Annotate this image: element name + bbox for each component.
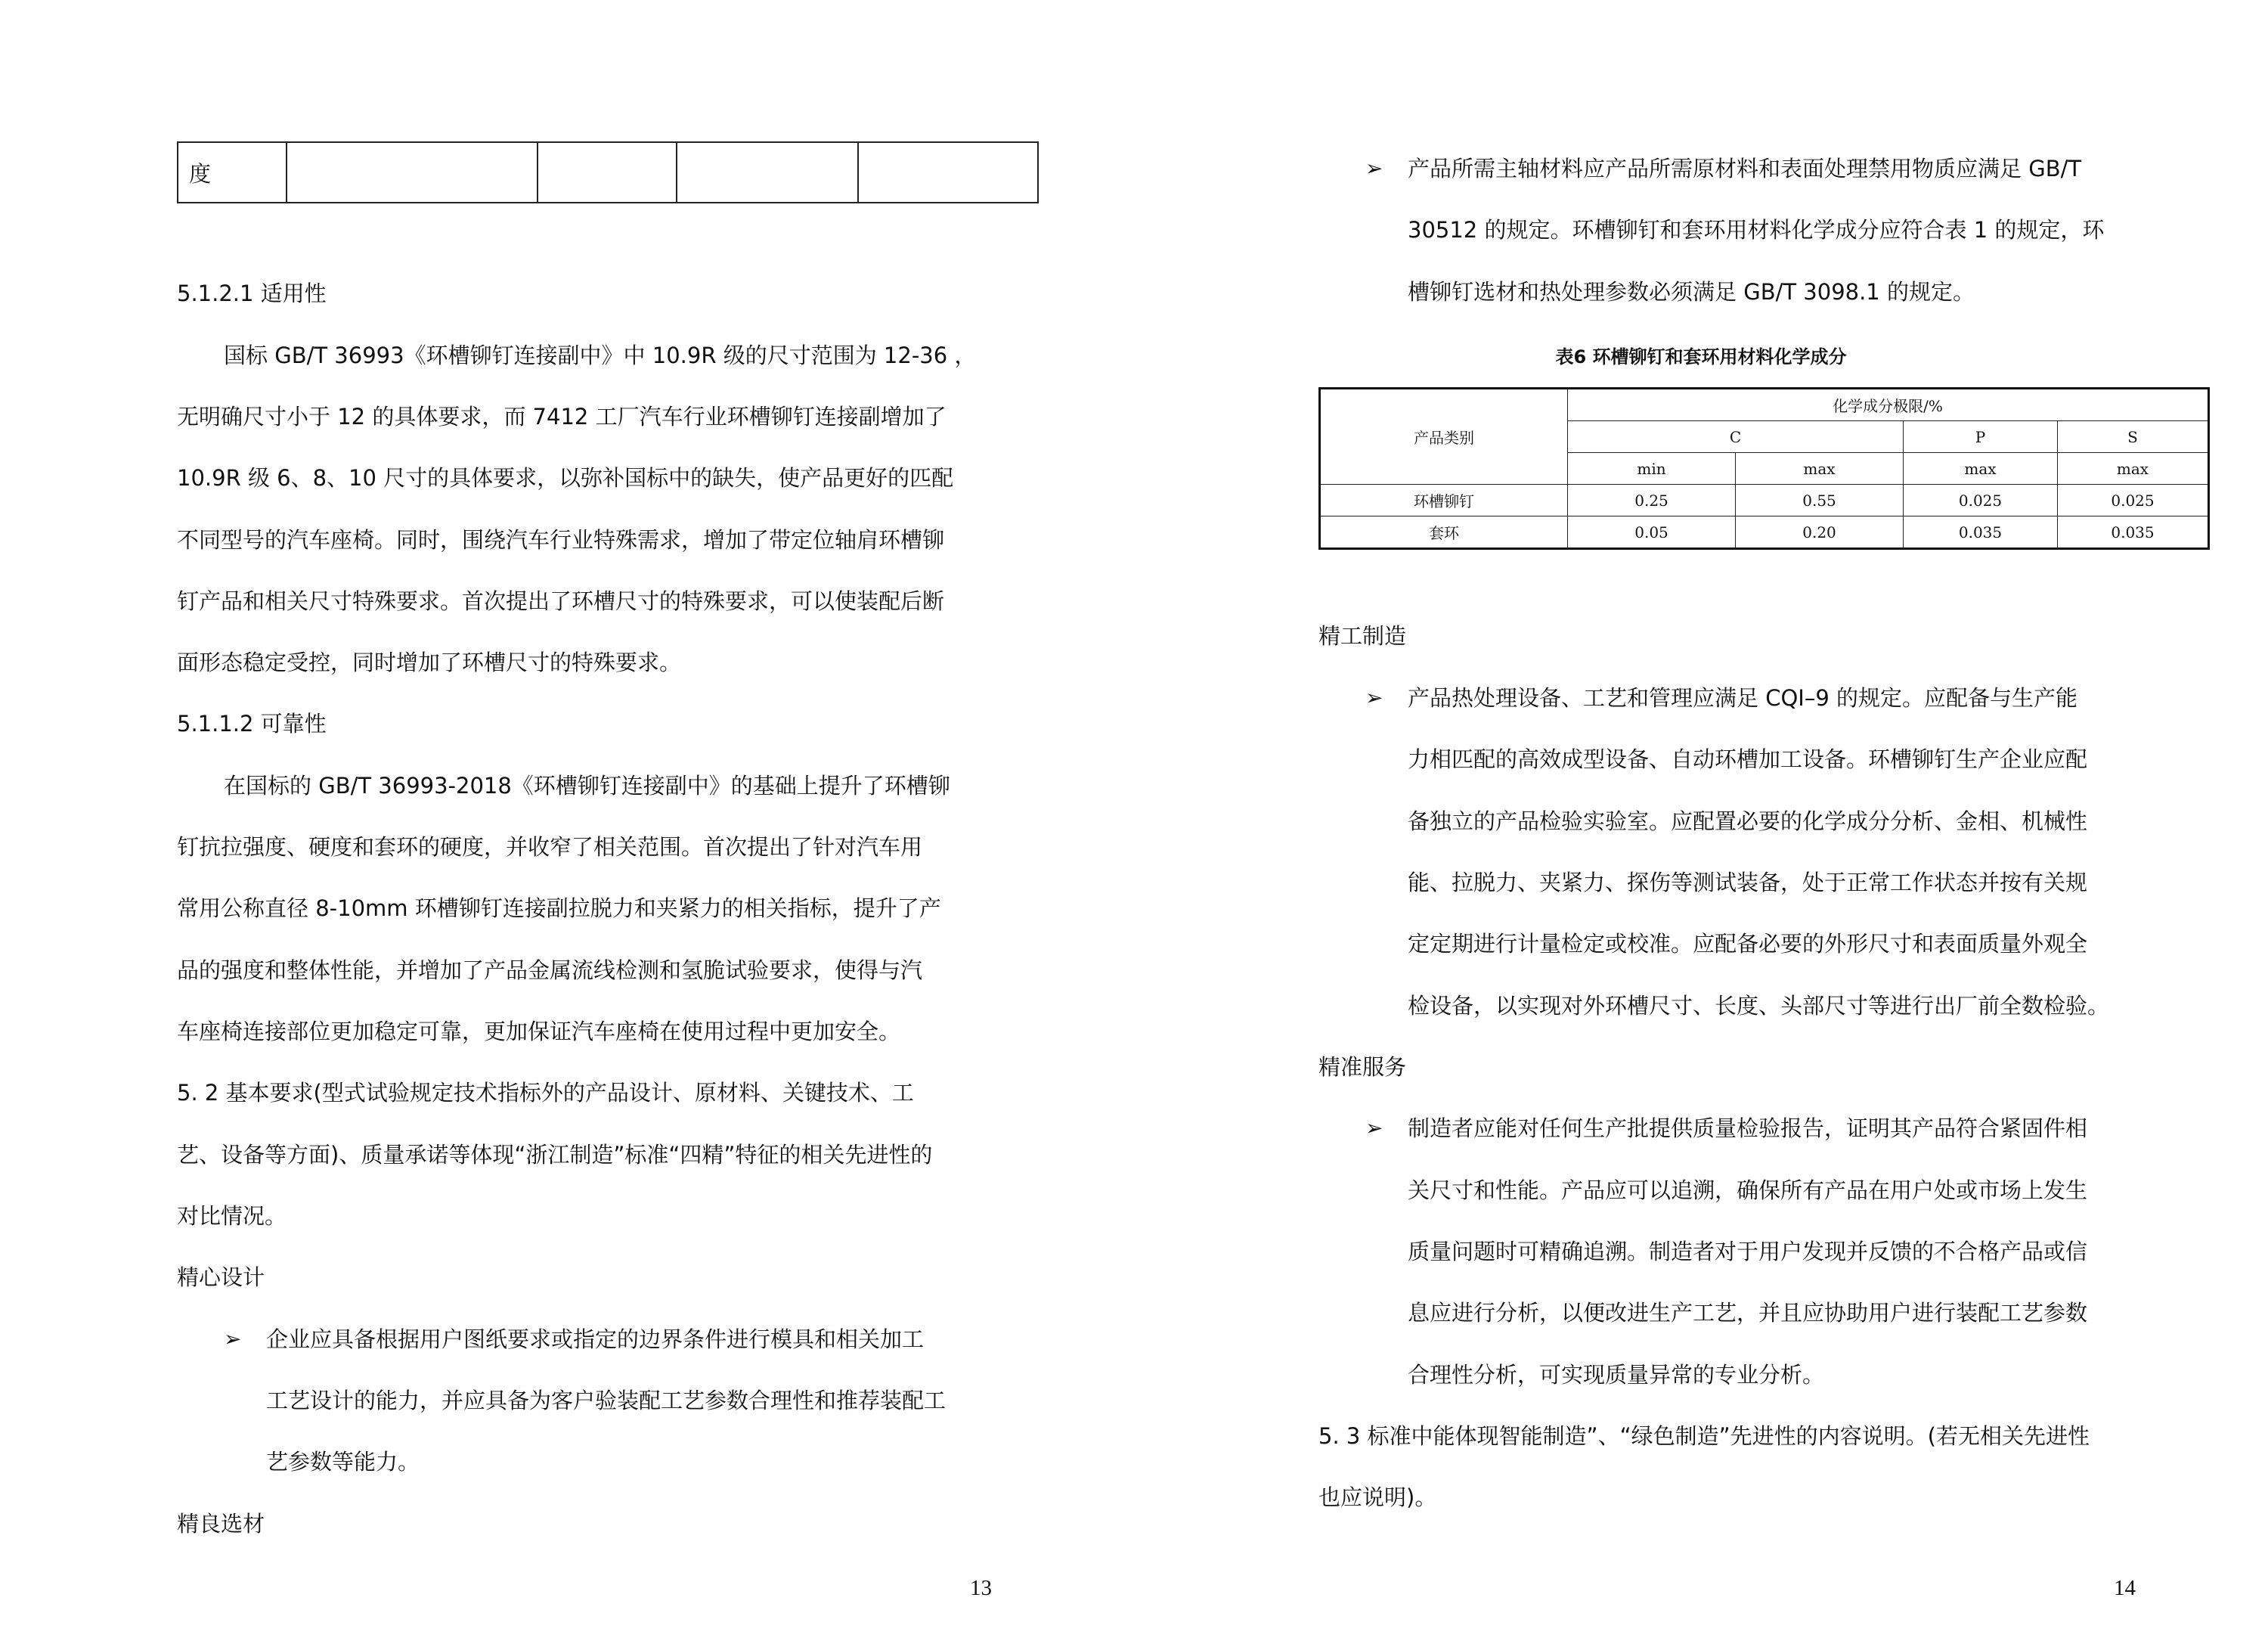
header-element-c: C — [1568, 421, 1904, 453]
page-number: 14 — [2114, 1576, 2136, 1600]
paragraph-line: 也应说明)。 — [1318, 1484, 1437, 1510]
bullet-line: 30512 的规定。环槽铆钉和套环用材料化学成分应符合表 1 的规定，环 — [1408, 217, 2105, 243]
bullet-line: 产品热处理设备、工艺和管理应满足 CQI–9 的规定。应配备与生产能 — [1408, 685, 2078, 711]
paragraph-line: 常用公称直径 8-10mm 环槽铆钉连接副拉脱力和夹紧力的相关指标，提升了产 — [177, 895, 941, 921]
table-cell: 0.025 — [1904, 485, 2058, 516]
bullet-line: 质量问题时可精确追溯。制造者对于用户发现并反馈的不合格产品或信 — [1408, 1239, 2088, 1264]
paragraph-line: 品的强度和整体性能，并增加了产品金属流线检测和氢脆试验要求，使得与汽 — [177, 957, 923, 983]
section-heading-applicability: 5.1.2.1 适用性 — [177, 281, 327, 306]
paragraph-line: 10.9R 级 6、8、10 尺寸的具体要求，以弥补国标中的缺失，使产品更好的匹配 — [177, 465, 954, 491]
section-heading-reliability: 5.1.1.2 可靠性 — [177, 711, 327, 737]
bullet-line: 检设备，以实现对外环槽尺寸、长度、头部尺寸等进行出厂前全数检验。 — [1408, 993, 2110, 1019]
subheader-cell: max — [1904, 453, 2058, 485]
page-number: 13 — [970, 1576, 992, 1600]
header-element-s: S — [2058, 421, 2209, 453]
bullet-line: 艺参数等能力。 — [266, 1449, 420, 1475]
paragraph-line: 面形态稳定受控，同时增加了环槽尺寸的特殊要求。 — [177, 650, 682, 675]
subheader-cell: max — [2058, 453, 2209, 485]
table-row — [1320, 389, 2209, 421]
subheading-material: 精良选材 — [177, 1511, 265, 1537]
bullet-line: 息应进行分析，以便改进生产工艺，并且应协助用户进行装配工艺参数 — [1408, 1300, 2088, 1326]
header-category: 产品类别 — [1320, 389, 1568, 485]
table-row — [1320, 485, 2209, 516]
table-cell: 0.55 — [1736, 485, 1904, 516]
paragraph-line: 对比情况。 — [177, 1203, 287, 1229]
paragraph-line: 在国标的 GB/T 36993-2018《环槽铆钉连接副中》的基础上提升了环槽铆 — [224, 773, 950, 799]
header-element-p: P — [1904, 421, 2058, 453]
bullet-arrow-icon: ➢ — [1365, 1115, 1383, 1140]
bullet-line: 能、拉脱力、夹紧力、探伤等测试装备，处于正常工作状态并按有关规 — [1408, 870, 2088, 895]
bullet-arrow-icon: ➢ — [1365, 156, 1383, 181]
bullet-line: 槽铆钉选材和热处理参数必须满足 GB/T 3098.1 的规定。 — [1408, 279, 1975, 305]
section-heading-5-2: 5. 2 基本要求(型式试验规定技术指标外的产品设计、原材料、关键技术、工 — [177, 1080, 914, 1106]
table-cell: 0.25 — [1568, 485, 1736, 516]
bullet-line: 企业应具备根据用户图纸要求或指定的边界条件进行模具和相关加工 — [266, 1326, 925, 1352]
table-cell: 0.05 — [1568, 516, 1736, 549]
row-category: 套环 — [1320, 516, 1568, 549]
paragraph-line: 车座椅连接部位更加稳定可靠，更加保证汽车座椅在使用过程中更加安全。 — [177, 1019, 901, 1044]
bullet-line: 力相匹配的高效成型设备、自动环槽加工设备。环槽铆钉生产企业应配 — [1408, 746, 2088, 772]
table-cell — [287, 142, 538, 203]
paragraph-line: 无明确尺寸小于 12 的具体要求，而 7412 工厂汽车行业环槽铆钉连接副增加了 — [177, 404, 947, 430]
header-limits: 化学成分极限/% — [1568, 389, 2209, 421]
paragraph-line: 不同型号的汽车座椅。同时，围绕汽车行业特殊需求，增加了带定位轴肩环槽铆 — [177, 527, 945, 553]
subheading-manufacturing: 精工制造 — [1318, 623, 1407, 649]
right-page — [1134, 0, 2268, 1644]
table-cell: 0.035 — [1904, 516, 2058, 549]
paragraph-line: 钉抗拉强度、硬度和套环的硬度，并收窄了相关范围。首次提出了针对汽车用 — [177, 834, 923, 860]
subheader-cell: max — [1736, 453, 1904, 485]
bullet-arrow-icon: ➢ — [1365, 685, 1383, 710]
table-row — [178, 142, 1038, 203]
table-cell: 0.025 — [2058, 485, 2209, 516]
bullet-arrow-icon: ➢ — [224, 1326, 242, 1351]
table-cell: 0.20 — [1736, 516, 1904, 549]
subheading-service: 精准服务 — [1318, 1054, 1407, 1080]
table-cell: 度 — [178, 142, 287, 203]
row-category: 环槽铆钉 — [1320, 485, 1568, 516]
paragraph-line: 钉产品和相关尺寸特殊要求。首次提出了环槽尺寸的特殊要求，可以使装配后断 — [177, 588, 945, 614]
bullet-line: 制造者应能对任何生产批提供质量检验报告，证明其产品符合紧固件相 — [1408, 1115, 2088, 1141]
table-cell: 0.035 — [2058, 516, 2209, 549]
table-cell — [858, 142, 1038, 203]
table-row — [1320, 516, 2209, 549]
bullet-line: 产品所需主轴材料应产品所需原材料和表面处理禁用物质应满足 GB/T — [1408, 156, 2082, 181]
table-cell — [677, 142, 858, 203]
table-fragment-continued — [177, 141, 1039, 203]
section-heading-5-3: 5. 3 标准中能体现智能制造”、“绿色制造”先进性的内容说明。(若无相关先进性 — [1318, 1423, 2090, 1449]
paragraph-line: 艺、设备等方面)、质量承诺等体现“浙江制造”标准“四精”特征的相关先进性的 — [177, 1142, 933, 1168]
table-cell — [538, 142, 677, 203]
bullet-line: 备独立的产品检验实验室。应配置必要的化学成分分析、金相、机械性 — [1408, 808, 2088, 834]
subheader-cell: min — [1568, 453, 1736, 485]
paragraph-line: 国标 GB/T 36993《环槽铆钉连接副中》中 10.9R 级的尺寸范围为 12-36 ， — [224, 343, 977, 368]
bullet-line: 合理性分析，可实现质量异常的专业分析。 — [1408, 1362, 1825, 1388]
bullet-line: 定定期进行计量检定或校准。应配备必要的外形尺寸和表面质量外观全 — [1408, 931, 2088, 957]
table-caption: 表6 环槽铆钉和套环用材料化学成分 — [1555, 346, 1847, 368]
bullet-line: 关尺寸和性能。产品应可以追溯，确保所有产品在用户处或市场上发生 — [1408, 1177, 2088, 1203]
bullet-line: 工艺设计的能力，并应具备为客户验装配工艺参数合理性和推荐装配工 — [266, 1388, 947, 1413]
chemical-composition-table — [1318, 387, 2210, 550]
subheading-design: 精心设计 — [177, 1264, 265, 1290]
